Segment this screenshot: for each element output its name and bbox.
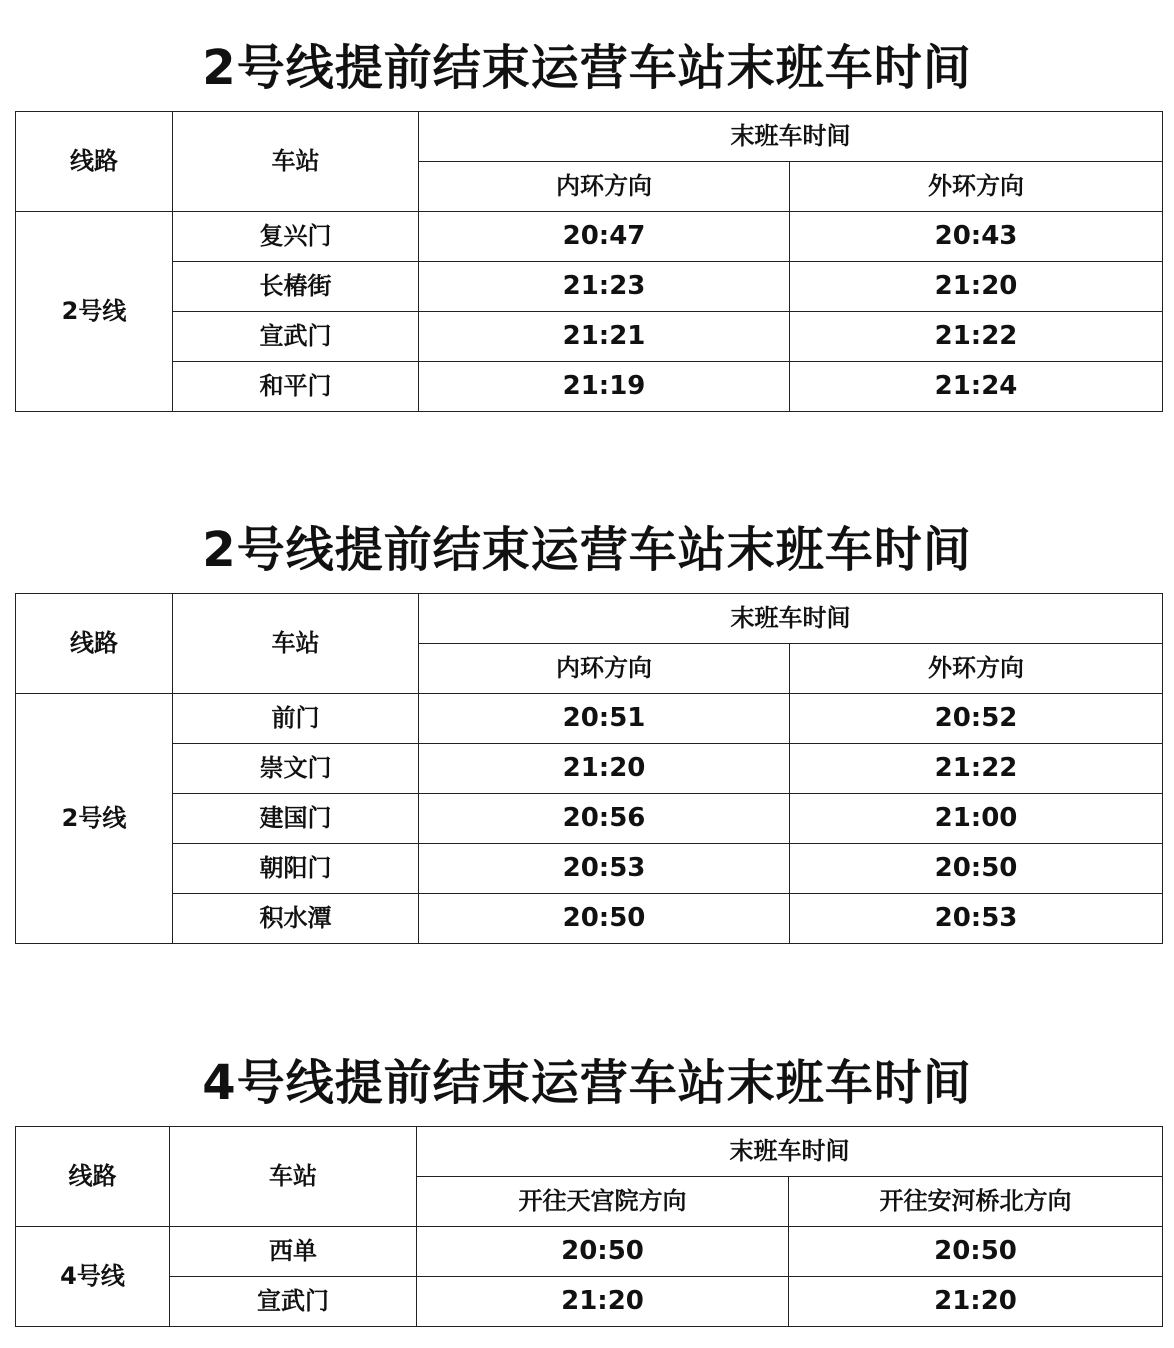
header-direction-1: 内环方向 xyxy=(419,162,790,212)
time-cell-direction-1: 21:20 xyxy=(417,1277,789,1327)
header-line: 线路 xyxy=(16,594,173,694)
header-row xyxy=(16,594,1163,644)
section-title: 4号线提前结束运营车站末班车时间 xyxy=(202,1055,972,1111)
header-station: 车站 xyxy=(173,112,419,212)
header-line: 线路 xyxy=(16,112,173,212)
line-name-cell: 2号线 xyxy=(16,694,173,944)
station-cell: 崇文门 xyxy=(173,744,419,794)
station-cell: 和平门 xyxy=(173,362,419,412)
header-row xyxy=(16,1127,1163,1177)
last-train-table xyxy=(15,593,1163,944)
section-title: 2号线提前结束运营车站末班车时间 xyxy=(202,522,972,578)
header-row xyxy=(16,112,1163,162)
time-cell-direction-2: 20:43 xyxy=(790,212,1163,262)
time-cell-direction-2: 21:24 xyxy=(790,362,1163,412)
time-cell-direction-2: 21:22 xyxy=(790,312,1163,362)
table-row xyxy=(16,1277,1163,1327)
table-row xyxy=(16,212,1163,262)
last-train-table xyxy=(15,1126,1163,1327)
time-cell-direction-2: 20:50 xyxy=(789,1227,1163,1277)
table-row xyxy=(16,694,1163,744)
table-row xyxy=(16,262,1163,312)
table-row xyxy=(16,1227,1163,1277)
station-cell: 朝阳门 xyxy=(173,844,419,894)
time-cell-direction-2: 21:20 xyxy=(790,262,1163,312)
time-cell-direction-2: 21:22 xyxy=(790,744,1163,794)
header-direction-1: 开往天宫院方向 xyxy=(417,1177,789,1227)
header-direction-1: 内环方向 xyxy=(419,644,790,694)
station-cell: 建国门 xyxy=(173,794,419,844)
station-cell: 长椿街 xyxy=(173,262,419,312)
header-station: 车站 xyxy=(173,594,419,694)
line-name-cell: 2号线 xyxy=(16,212,173,412)
time-cell-direction-1: 21:19 xyxy=(419,362,790,412)
time-cell-direction-1: 20:56 xyxy=(419,794,790,844)
time-cell-direction-1: 21:23 xyxy=(419,262,790,312)
time-cell-direction-1: 20:51 xyxy=(419,694,790,744)
time-cell-direction-1: 21:21 xyxy=(419,312,790,362)
station-cell: 积水潭 xyxy=(173,894,419,944)
time-cell-direction-2: 20:53 xyxy=(790,894,1163,944)
table-row xyxy=(16,312,1163,362)
time-cell-direction-1: 20:50 xyxy=(417,1227,789,1277)
line-name-cell: 4号线 xyxy=(16,1227,170,1327)
header-station: 车站 xyxy=(170,1127,417,1227)
time-cell-direction-2: 21:00 xyxy=(790,794,1163,844)
header-line: 线路 xyxy=(16,1127,170,1227)
header-direction-2: 外环方向 xyxy=(790,644,1163,694)
time-cell-direction-1: 20:50 xyxy=(419,894,790,944)
header-direction-2: 外环方向 xyxy=(790,162,1163,212)
table-row xyxy=(16,744,1163,794)
table-row xyxy=(16,894,1163,944)
station-cell: 复兴门 xyxy=(173,212,419,262)
station-cell: 宣武门 xyxy=(173,312,419,362)
time-cell-direction-1: 20:47 xyxy=(419,212,790,262)
header-last-train: 末班车时间 xyxy=(419,594,1163,644)
station-cell: 西单 xyxy=(170,1227,417,1277)
table-row xyxy=(16,362,1163,412)
time-cell-direction-2: 20:52 xyxy=(790,694,1163,744)
time-cell-direction-2: 20:50 xyxy=(790,844,1163,894)
time-cell-direction-1: 20:53 xyxy=(419,844,790,894)
table-row xyxy=(16,794,1163,844)
header-direction-2: 开往安河桥北方向 xyxy=(789,1177,1163,1227)
table-row xyxy=(16,844,1163,894)
section-title: 2号线提前结束运营车站末班车时间 xyxy=(202,40,972,96)
time-cell-direction-2: 21:20 xyxy=(789,1277,1163,1327)
header-last-train: 末班车时间 xyxy=(417,1127,1163,1177)
time-cell-direction-1: 21:20 xyxy=(419,744,790,794)
station-cell: 宣武门 xyxy=(170,1277,417,1327)
last-train-table xyxy=(15,111,1163,412)
station-cell: 前门 xyxy=(173,694,419,744)
header-last-train: 末班车时间 xyxy=(419,112,1163,162)
